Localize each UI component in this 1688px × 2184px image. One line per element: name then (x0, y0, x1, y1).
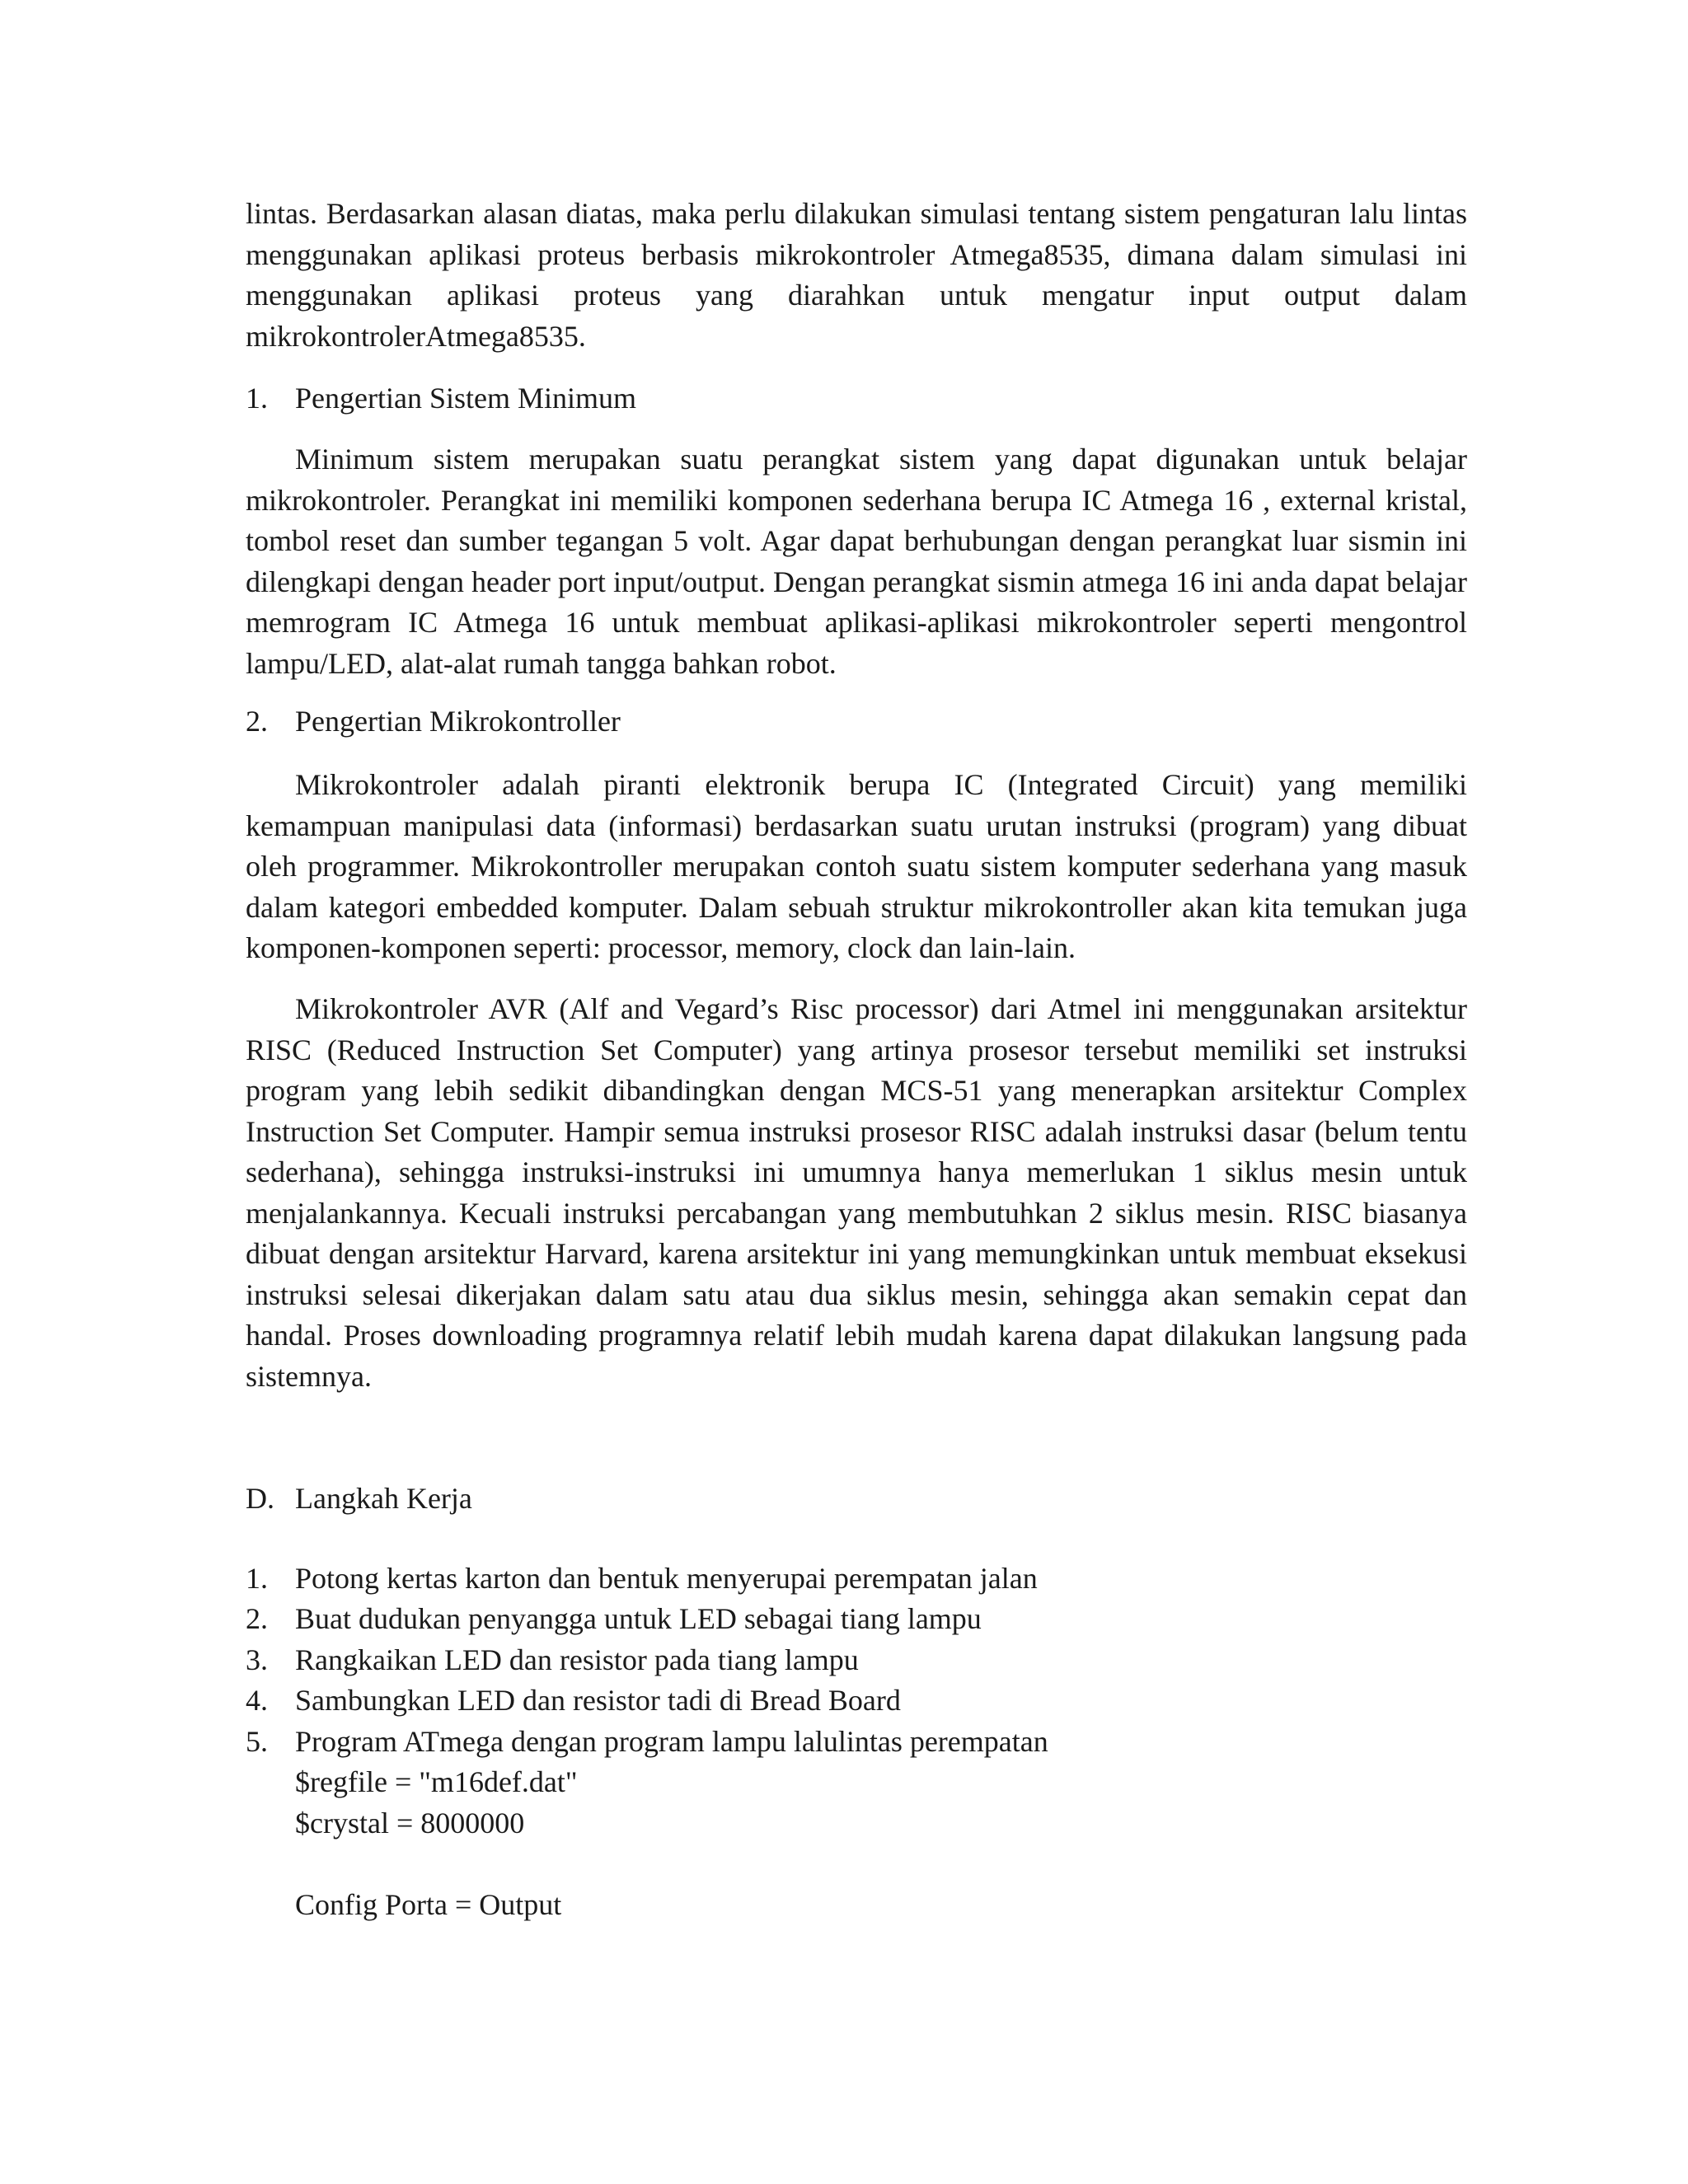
step-text: Buat dudukan penyangga untuk LED sebagai tiang lampu (295, 1602, 982, 1635)
section-2-paragraph-1: Mikrokontroler adalah piranti elektronik berupa IC (Integrated Circuit) yang memiliki kemampuan manipulasi data (informasi) berdasarkan suatu urutan instruksi (program) yang dibuat oleh programmer. Mikrokontroller merupakan contoh suatu sistem komputer sederhana yang masuk dalam kategori embedded komputer. Dalam sebuah struktur mikrokontroller akan kita temukan juga komponen-komponen seperti: processor, memory, clock dan lain-lain. (246, 768, 1467, 964)
section-2-number: 2. (246, 705, 268, 738)
code-line: $crystal = 8000000 (295, 1807, 525, 1840)
step-item (246, 1599, 982, 1640)
step-number: 2. (246, 1602, 268, 1635)
section-2-heading (246, 701, 621, 743)
section-d-number: D. (246, 1482, 274, 1515)
step-text: Potong kertas karton dan bentuk menyerupai perempatan jalan (295, 1562, 1038, 1595)
section-d-title: Langkah Kerja (295, 1482, 472, 1515)
section-1-paragraph: Minimum sistem merupakan suatu perangkat sistem yang dapat digunakan untuk belajar mikrokontroler. Perangkat ini memiliki komponen sederhana berupa IC Atmega 16 , external kristal, tombol reset dan sumber tegangan 5 volt. Agar dapat berhubungan dengan perangkat luar sismin ini dilengkapi dengan header port input/output. Dengan perangkat sismin atmega 16 ini anda dapat belajar memrogram IC Atmega 16 untuk membuat aplikasi-aplikasi mikrokontroler seperti mengontrol lampu/LED, alat-alat rumah tangga bahkan robot. (246, 443, 1467, 680)
step-item (246, 1680, 901, 1722)
section-1-number: 1. (246, 382, 268, 415)
section-1-title: Pengertian Sistem Minimum (295, 382, 636, 415)
step-item (246, 1558, 1038, 1600)
code-line: Config Porta = Output (295, 1888, 562, 1921)
step-number: 1. (246, 1562, 268, 1595)
step-item (246, 1640, 859, 1681)
step-number: 3. (246, 1643, 268, 1676)
section-2-title: Pengertian Mikrokontroller (295, 705, 621, 738)
step-item (246, 1722, 1048, 1763)
section-1-heading (246, 378, 636, 419)
step-text: Program ATmega dengan program lampu lalulintas perempatan (295, 1725, 1048, 1758)
code-line: $regfile = "m16def.dat" (295, 1765, 578, 1798)
step-text: Rangkaikan LED dan resistor pada tiang lampu (295, 1643, 859, 1676)
section-d-heading (246, 1479, 472, 1520)
step-number: 5. (246, 1725, 268, 1758)
step-text: Sambungkan LED dan resistor tadi di Bread Board (295, 1684, 901, 1717)
intro-paragraph: lintas. Berdasarkan alasan diatas, maka perlu dilakukan simulasi tentang sistem pengaturan lalu lintas menggunakan aplikasi proteus berbasis mikrokontroler Atmega8535, dimana dalam simulasi ini menggunakan aplikasi proteus yang diarahkan untuk mengatur input output dalam mikrokontrolerAtmega8535. (246, 197, 1467, 353)
section-2-paragraph-2: Mikrokontroler AVR (Alf and Vegard’s Risc processor) dari Atmel ini menggunakan arsitektur RISC (Reduced Instruction Set Computer) yang artinya prosesor tersebut memiliki set instruksi program yang lebih sedikit dibandingkan dengan MCS-51 yang menerapkan arsitektur Complex Instruction Set Computer. Hampir semua instruksi prosesor RISC adalah instruksi dasar (belum tentu sederhana), sehingga instruksi-instruksi ini umumnya hanya memerlukan 1 siklus mesin untuk menjalankannya. Kecuali instruksi percabangan yang membutuhkan 2 siklus mesin. RISC biasanya dibuat dengan arsitektur Harvard, karena arsitektur ini yang memungkinkan untuk membuat eksekusi instruksi selesai dikerjakan dalam satu atau dua siklus mesin, sehingga akan semakin cepat dan handal. Proses downloading programnya relatif lebih mudah karena dapat dilakukan langsung pada sistemnya. (246, 992, 1467, 1393)
step-number: 4. (246, 1684, 268, 1717)
